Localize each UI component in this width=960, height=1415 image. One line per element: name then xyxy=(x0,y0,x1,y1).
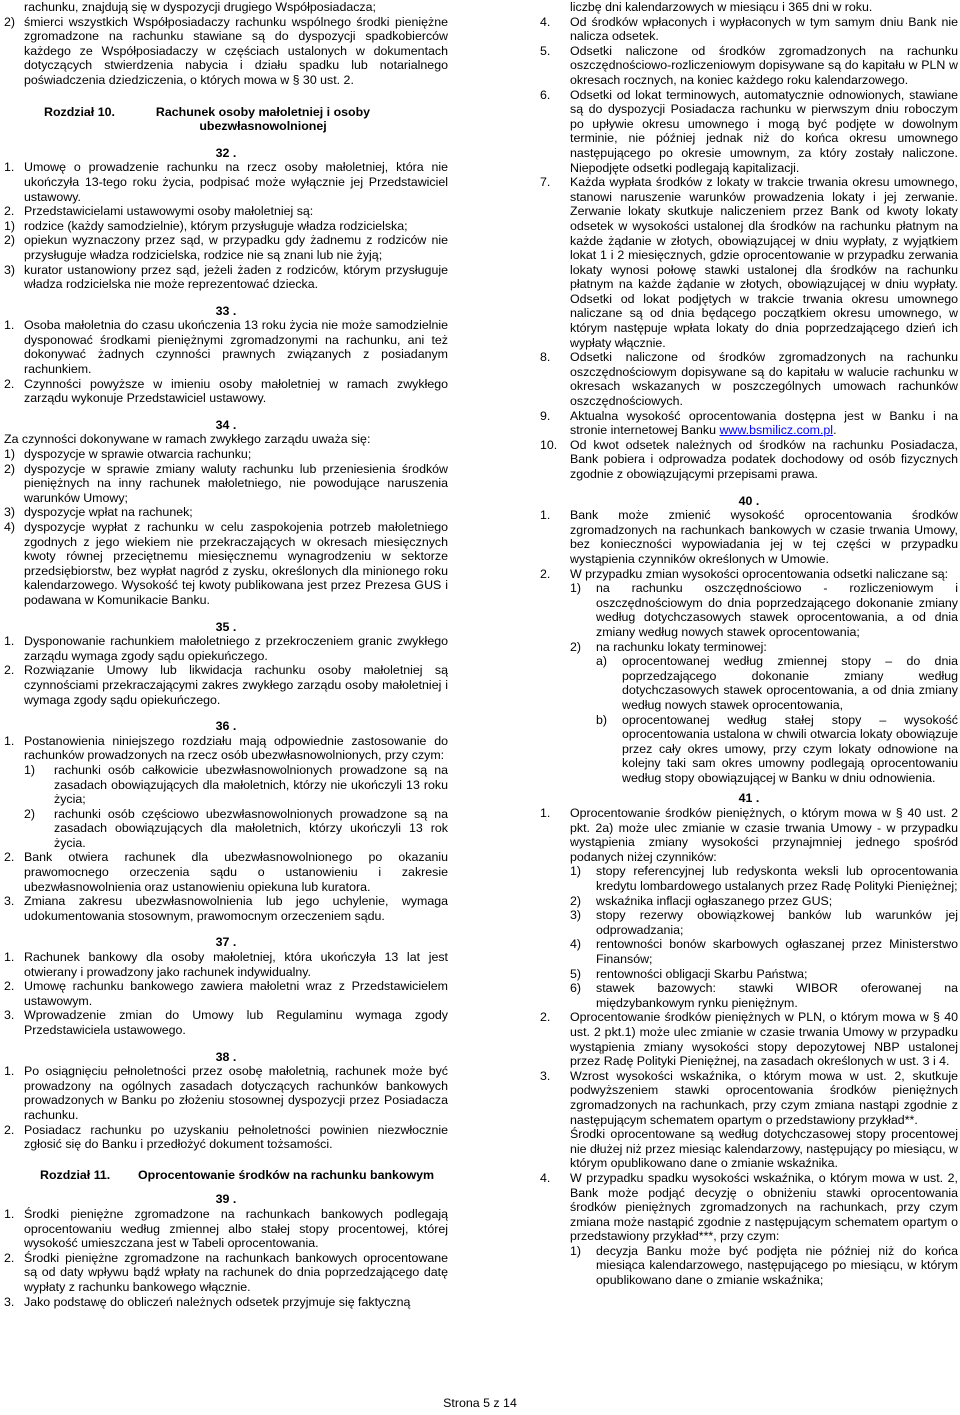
list-item: 2) wskaźnika inflacji ogłaszanego przez GUS; xyxy=(570,893,833,908)
list-item: 10. Od kwot odsetek należnych od środków na rachunku Posiadacza, Bank pobiera i odprowadza podatek dochodowy od osób fizycznych zgodnie z obowiązującymi przepisami prawa. xyxy=(540,437,958,481)
paragraph: liczbę dni kalendarzowych w miesiącu i 365 dni w roku. xyxy=(570,0,873,14)
list-item: 2) na rachunku lokaty terminowej: xyxy=(570,639,767,654)
right-column xyxy=(540,0,958,1288)
section-39-heading: 39 . xyxy=(215,1192,237,1207)
list-item: 1) na rachunku oszczędnościowo - rozliczeniowym i oszczędnościowym do dnia poprzedzającego dokonanie zmiany według dotychczasowych stawek oprocentowania, a od dnia zmiany według nowych stawek oprocentowania; xyxy=(570,581,958,639)
list-item: 1. Rachunek bankowy dla osoby małoletniej, która ukończyła 13 lat jest otwierany i prowadzony jako rachunek indywidualny. xyxy=(4,950,448,979)
list-item: 1) dyspozycje w sprawie otwarcia rachunku; xyxy=(4,447,252,462)
list-item: 2) rachunki osób częściowo ubezwłasnowolnionych prowadzone są na zasadach obowiązujących dla małoletnich, którzy ukończyli 13 rok życia. xyxy=(24,806,448,850)
list-item: 6) stawek bazowych: stawki WIBOR oferowanej na międzybankowym rynku pieniężnym. xyxy=(570,981,958,1010)
list-item: 7. Każda wypłata środków z lokaty w trakcie trwania okresu umownego, stanowi naruszenie warunków prowadzenia lokaty i jej zerwanie. Zerwanie lokaty skutkuje naliczeniem przez Bank od kwoty lokaty odsetek w wysokości ustalonej dla środków na rachunku płatnym na każde żądanie w złotych, obowiązującej w dniu wypłaty, z wyjątkiem lokat 1 i 2 miesięcznych, gdzie oprocentowanie w przypadku zerwania lokaty wynosi połowę stawki ustalonej dla środków na rachunku płatnym na każde żądanie w złotych, obowiązującej w dniu wypłaty. Odsetki od lokat podjętych w trakcie trwania okresu umownego naliczane są od dnia będącego początkiem okresu umownego, w którym następuje wpłata lokaty do dnia poprzedzającego dzień ich wypłaty włącznie. xyxy=(540,175,958,350)
list-item: 2) opiekun wyznaczony przez sąd, w przypadku gdy żadnemu z rodziców nie przysługuje władza rodzicielska, rodzice nie są znani lub nie żyją; xyxy=(4,233,448,262)
list-item: 3. Wprowadzenie zmian do Umowy lub Regulaminu wymaga zgody Przedstawiciela ustawowego. xyxy=(4,1008,448,1037)
list-item: 4. W przypadku spadku wysokości wskaźnika, o którym mowa w ust. 2, Bank może podjąć decyzję o obniżeniu stawki oprocentowania środków pieniężnych zgromadzonych na rachunkach, przy czym zmiana może nastąpić zgodnie z następującym schematem opartym o przedstawiony przykład***, przy czym: xyxy=(540,1170,958,1244)
list-item: 4) rentowności bonów skarbowych ogłaszanej przez Ministerstwo Finansów; xyxy=(570,937,958,966)
list-item: 1) decyzja Banku może być podjęta nie później niż do końca miesiąca kalendarzowego, następującego po miesiącu, w którym opublikowano dane o zmianie wskaźnika; xyxy=(570,1243,958,1288)
section-35-heading: 35 . xyxy=(215,619,237,634)
section-41-heading: 41 . xyxy=(738,791,760,806)
list-item: 2) śmierci wszystkich Współposiadaczy rachunku wspólnego środki pieniężne zgromadzone na rachunku stawiane są do dyspozycji spadkobierców każdego ze Współposiadaczy w częściach ustalonych w dokumentach dotyczących stwierdzenia nabycia i działu spadku lub notarialnego poświadczenia dziedziczenia, o których mowa w § 30 ust. 2. xyxy=(4,14,448,87)
list-item: 3. Wzrost wysokości wskaźnika, o którym mowa w ust. 2, skutkuje podwyższeniem stawki oprocentowania środków pieniężnych zgromadzonych na rachunkach, przy czym zmiana nastąpi zgodnie z następującym schematem opartym o przedstawiony przykład**. xyxy=(540,1068,958,1127)
list-item: 1. Po osiągnięciu pełnoletności przez osobę małoletnią, rachunek może być prowadzony na ogólnych zasadach dotyczących rachunków bankowych prowadzonych w Banku po złożeniu stosownej dyspozycji przez Posiadacza rachunku. xyxy=(4,1064,448,1122)
list-item: 4. Od środków wpłaconych i wypłaconych w tym samym dniu Bank nie nalicza odsetek. xyxy=(540,14,958,44)
list-item: 1. Oprocentowanie środków pieniężnych, o którym mowa w § 40 ust. 2 pkt. 2a) może ulec zmianie w czasie trwania Umowy - w przypadku wystąpienia zmiany wysokości przynajmniej jednego spośród podanych niżej czynników: xyxy=(540,806,958,864)
list-item: 1) rachunki osób całkowicie ubezwłasnowolnionych prowadzone są na zasadach obowiązujących dla małoletnich, którzy nie ukończyli 13 roku życia; xyxy=(24,762,448,807)
section-38-heading: 38 . xyxy=(215,1049,237,1064)
left-column xyxy=(4,0,448,1309)
section-32-heading: 32 . xyxy=(215,145,237,160)
list-item: 2. W przypadku zmian wysokości oprocentowania odsetki naliczane są: xyxy=(540,566,949,581)
list-item: 2. Umowę rachunku bankowego zawiera małoletni wraz z Przedstawicielem ustawowym. xyxy=(4,979,448,1008)
list-item: 1. Dysponowanie rachunkiem małoletniego z przekroczeniem granic zwykłego zarządu wymaga zgody sądu opiekuńczego. xyxy=(4,634,448,663)
list-item: a) oprocentowanej według zmiennej stopy – do dnia poprzedzającego dokonanie zmiany według dotychczasowych stawek oprocentowania, a od dnia zmiany według nowych stawek oprocentowania, xyxy=(596,654,958,712)
chapter-heading-11: Rozdział 11. Oprocentowanie środków na rachunku bankowym xyxy=(40,1167,435,1182)
list-item: 1. Postanowienia niniejszego rozdziału mają odpowiednie zastosowanie do rachunków prowadzonych na rzecz osób ubezwłasnowolnionych, przy czym: xyxy=(4,733,448,763)
page-number: Strona 5 z 14 xyxy=(443,1396,517,1410)
list-item: 5. Odsetki naliczone od środków zgromadzonych na rachunku oszczędnościowo-rozliczeniowym dopisywane są do kapitału w PLN w okresach rocznych, na koniec każdego roku kalendarzowego. xyxy=(540,43,958,87)
list-item: 3) dyspozycje wpłat na rachunek; xyxy=(4,505,193,520)
list-item: 1. Umowę o prowadzenie rachunku na rzecz osoby małoletniej, która nie ukończyła 13-tego roku życia, podpisać może wyłącznie jej Przedstawiciel ustawowy. xyxy=(4,160,448,204)
list-item: 3. Zmiana zakresu ubezwłasnowolnienia lub jego uchylenie, wymaga udokumentowania stosownym, prawomocnym orzeczeniem sądu. xyxy=(4,894,448,923)
list-item: 2. Oprocentowanie środków pieniężnych w PLN, o którym mowa w § 40 ust. 2 pkt.1) może ulec zmianie w czasie trwania Umowy w przypadku wystąpienia zmiany wysokości stopy depozytowej NBP ustalonej przez Radę Polityki Pieniężnej, na zasadach określonych w ust. 3 i 4. xyxy=(540,1010,958,1069)
section-34-heading: 34 . xyxy=(215,417,237,432)
list-item: 1. Środki pieniężne zgromadzone na rachunkach bankowych podlegają oprocentowaniu według zmiennej albo stałej stopy procentowej, której wysokość umieszczana jest w Tabeli oprocentowania. xyxy=(4,1206,448,1251)
bank-website-link[interactable]: www.bsmilicz.com.pl xyxy=(719,423,834,438)
paragraph: Środki oprocentowane są według dotychczasowej stopy procentowej nie dłużej niż przez miesiąc kalendarzowy, następujący po miesiącu, w którym opublikowano dane o zmianie wskaźnika. xyxy=(570,1127,958,1171)
list-item: 1) stopy referencyjnej lub redyskonta weksli lub oprocentowania kredytu lombardowego ustalanych przez Radę Polityki Pieniężnej; xyxy=(570,864,958,894)
list-item: 4) dyspozycje wypłat z rachunku w celu zaspokojenia potrzeb małoletniego zgodnych z jego wiekiem nie przekraczających w okresach miesięcznych kwoty równej przeciętnemu miesięcznemu wynagrodzeniu w sektorze przedsiębiorstw, bez wypłat nagród z zysku, określonych dla minionego roku kalendarzowego. Wysokość tej kwoty publikowana jest przez Prezesa GUS i podawana w Komunikacie Banku. xyxy=(4,520,448,607)
list-item: 2. Posiadacz rachunku po uzyskaniu pełnoletności powinien niezwłocznie zgłosić się do Banku i przedłożyć dokument tożsamości. xyxy=(4,1122,448,1152)
list-item: 2) dyspozycje w sprawie zmiany waluty rachunku lub przeniesienia środków pieniężnych na inny rachunek małoletniego, nie powodujące naruszenia warunków Umowy; xyxy=(4,461,448,505)
list-item: 3) kurator ustanowiony przez sąd, jeżeli żaden z rodziców, którym przysługuje władza rodzicielska nie może reprezentować dziecka. xyxy=(4,262,448,292)
list-item: 2. Środki pieniężne zgromadzone na rachunkach bankowych oprocentowane są od daty wpływu bądź wpłaty na rachunek do dnia poprzedzającego datę wypłaty z rachunku bankowego włącznie. xyxy=(4,1250,448,1294)
section-36-heading: 36 . xyxy=(215,719,237,734)
section-37-heading: 37 . xyxy=(215,935,237,950)
list-item: 1. Osoba małoletnia do czasu ukończenia 13 roku życia nie może samodzielnie dysponować środkami pieniężnymi zgromadzonymi na rachunku, ani też dokonywać żadnych czynności prawnych związanych z posiadanym rachunkiem. xyxy=(4,318,448,377)
list-item: 2. Przedstawicielami ustawowymi osoby małoletniej są: xyxy=(4,204,314,219)
chapter-heading-10: Rozdział 10. Rachunek osoby małoletniej i osoby ubezwłasnowolnionej xyxy=(44,104,371,134)
list-item: 2. Bank otwiera rachunek dla ubezwłasnowolnionego po okazaniu prawomocnego orzeczenia sądu o ustanowieniu i zakresie ubezwłasnowolnienia oraz ustanowieniu opiekuna lub kuratora. xyxy=(4,850,448,894)
list-item: 3. Jako podstawę do obliczeń należnych odsetek przyjmuje się faktyczną xyxy=(4,1294,411,1309)
section-40-heading: 40 . xyxy=(738,493,760,508)
list-item: 6. Odsetki od lokat terminowych, automatycznie odnowionych, stawiane są do dyspozycji Posiadacza rachunku w pierwszym dniu roboczym po upływie okresu umownego i mogą być podjęte w dowolnym terminie, nie później jednak niż do końca okresu umownego następującego po okresie umownym, za który zostały naliczone. Niepodjęte odsetki podlegają kapitalizacji. xyxy=(540,87,958,175)
list-item: b) oprocentowanej według stałej stopy – wysokość oprocentowania ustalona w chwili otwarcia lokaty obowiązuje przez cały okres umowy, przy czym lokaty odnowione na kolejny taki sam okres umowny podlegają oprocentowaniu według stopy obowiązującej w Banku w dniu odnowienia. xyxy=(596,712,958,785)
paragraph: rachunku, znajdują się w dyspozycji drugiego Współposiadacza; xyxy=(24,0,376,14)
list-item: 2. Rozwiązanie Umowy lub likwidacja rachunku osoby małoletniej są czynnościami przekraczającymi zakres zwykłego zarządu osoby małoletniej i wymaga zgody sądu opiekuńczego. xyxy=(4,663,448,707)
list-item: 2. Czynności powyższe w imieniu osoby małoletniej w ramach zwykłego zarządu wykonuje Przedstawiciel ustawowy. xyxy=(4,376,448,406)
list-item: 3) stopy rezerwy obowiązkowej banków lub warunków jej odprowadzania; xyxy=(570,908,958,937)
paragraph: Za czynności dokonywane w ramach zwykłego zarządu uważa się: xyxy=(4,432,371,447)
list-item: 8. Odsetki naliczone od środków zgromadzonych na rachunku oszczędnościowym dopisywane są do kapitału w walucie rachunku w okresach wskazanych w poszczególnych umowach rachunków oszczędnościowych. xyxy=(540,350,958,409)
list-item: 9. Aktualna wysokość oprocentowania dostępna jest w Banku i na stronie internetowej Banku www.bsmilicz.com.pl. xyxy=(540,408,958,438)
list-item: 1) rodzice (każdy samodzielnie), którym przysługuje władza rodzicielska; xyxy=(4,218,408,233)
section-33-heading: 33 . xyxy=(215,303,237,318)
list-item: 1. Bank może zmienić wysokość oprocentowania środków zgromadzonych na rachunkach bankowych w czasie trwania Umowy, bez konieczności wypowiadania jej w tej części w przypadku wystąpienia czynników określonych w Umowie. xyxy=(540,508,958,566)
list-item: 5) rentowności obligacji Skarbu Państwa; xyxy=(570,966,808,981)
